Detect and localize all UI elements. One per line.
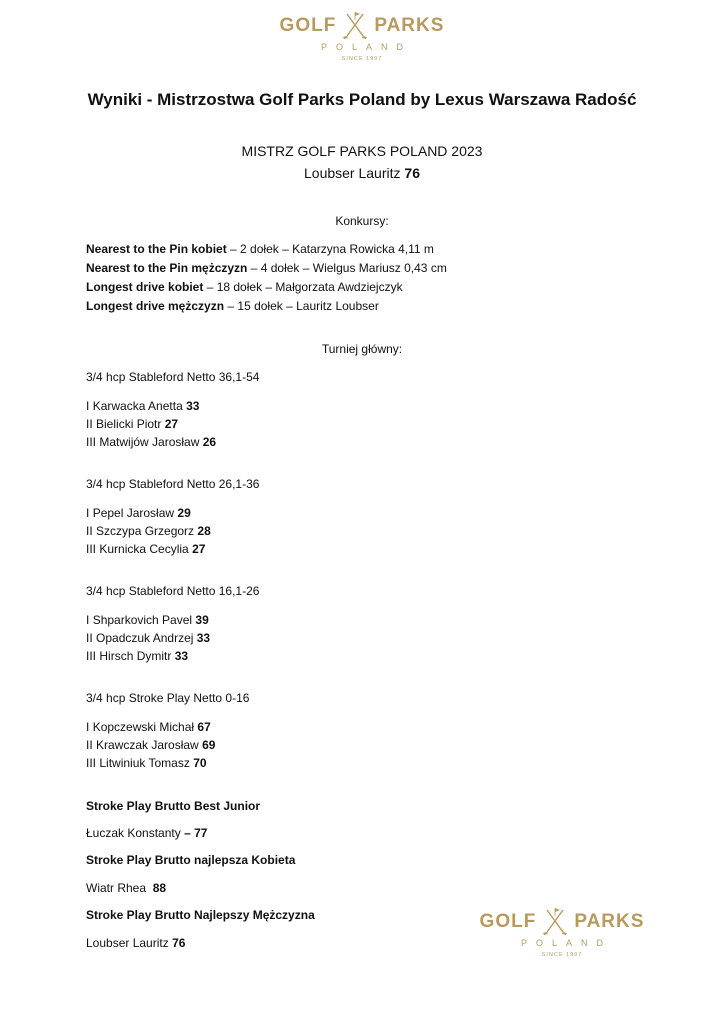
player-name: Bielicki Piotr [96, 417, 162, 431]
category-title: 3/4 hcp Stableford Netto 16,1-26 [86, 584, 260, 598]
champion-name: Loubser Lauritz [304, 165, 401, 181]
score: 27 [164, 417, 179, 431]
place: I [86, 613, 90, 627]
category-block [86, 477, 259, 558]
contest-detail: – 18 dołek – Małgorzata Awdziejczyk [203, 280, 403, 294]
score: 33 [174, 649, 189, 663]
player-name: Kurnicka Cecylia [99, 542, 189, 556]
contest-item [86, 259, 447, 278]
place: I [86, 720, 90, 734]
crossed-golf-clubs-icon [342, 12, 368, 40]
champion-heading: MISTRZ GOLF PARKS POLAND 2023 [241, 143, 483, 159]
result-row [86, 522, 259, 540]
contest-item [86, 297, 447, 316]
men-score: 76 [172, 936, 186, 950]
place: II [86, 417, 93, 431]
category-title: 3/4 hcp Stableford Netto 36,1-54 [86, 370, 260, 384]
score: 33 [186, 399, 200, 413]
contest-label: Longest drive kobiet [86, 280, 204, 294]
result-row [86, 611, 259, 629]
contest-detail: – 15 dołek – Lauritz Loubser [224, 299, 379, 313]
place: I [86, 506, 90, 520]
result-row [86, 718, 249, 736]
result-row [86, 629, 259, 647]
logo-since: SINCE 1997 [341, 56, 383, 62]
place: II [86, 738, 93, 752]
score: 27 [192, 542, 206, 556]
champion-block [0, 140, 724, 184]
score: 70 [193, 756, 207, 770]
contests-list [86, 240, 447, 316]
category-block [86, 370, 259, 451]
contest-label: Longest drive mężczyzn [86, 299, 225, 313]
golf-parks-logo-top [262, 12, 462, 62]
crossed-golf-clubs-icon [542, 908, 568, 936]
place: I [86, 399, 90, 413]
women-score: 88 [152, 881, 167, 895]
place: III [86, 435, 97, 449]
junior-title: Stroke Play Brutto Best Junior [86, 799, 261, 813]
category-block [86, 691, 249, 772]
logo-right-word: PARKS [574, 911, 645, 932]
player-name: Karwacka Anetta [92, 399, 183, 413]
page-title: Wyniki - Mistrzostwa Golf Parks Poland by Lexus Warszawa Radość [87, 90, 637, 109]
logo-left-word: GOLF [279, 15, 337, 36]
place: III [86, 649, 97, 663]
score: 67 [197, 720, 211, 734]
junior-score: – 77 [184, 826, 208, 840]
result-row [86, 540, 259, 558]
golf-parks-logo-bottom [462, 908, 662, 958]
logo-country: POLAND [520, 938, 612, 948]
junior-name: Łuczak Konstanty [86, 826, 181, 840]
contest-label: Nearest to the Pin mężczyzn [86, 261, 248, 275]
contests-heading: Konkursy: [335, 214, 389, 228]
women-result [86, 881, 166, 895]
contest-item [86, 278, 447, 297]
result-row [86, 736, 249, 754]
category-title: 3/4 hcp Stableford Netto 26,1-36 [86, 477, 260, 491]
main-tournament-heading: Turniej główny: [321, 342, 403, 356]
player-name: Matwijów Jarosław [99, 435, 200, 449]
place: III [86, 756, 97, 770]
result-row [86, 433, 259, 451]
logo-right-word: PARKS [374, 15, 445, 36]
player-name: Krawczak Jarosław [96, 738, 199, 752]
category-block [86, 584, 259, 665]
result-row [86, 754, 249, 772]
result-row [86, 647, 259, 665]
category-title: 3/4 hcp Stroke Play Netto 0-16 [86, 691, 250, 705]
score: 29 [177, 506, 191, 520]
men-title: Stroke Play Brutto Najlepszy Mężczyzna [86, 908, 315, 922]
player-name: Pepel Jarosław [92, 506, 175, 520]
men-result [86, 936, 185, 950]
contest-detail: – 4 dołek – Wielgus Mariusz 0,43 cm [247, 261, 447, 275]
contest-item [86, 240, 447, 259]
contest-label: Nearest to the Pin kobiet [86, 242, 227, 256]
player-name: Kopczewski Michał [92, 720, 195, 734]
score: 69 [202, 738, 216, 752]
place: II [86, 631, 93, 645]
women-name: Wiatr Rhea [86, 881, 147, 895]
player-name: Hirsch Dymitr [99, 649, 172, 663]
result-row [86, 415, 259, 433]
men-name: Loubser Lauritz [86, 936, 169, 950]
score: 33 [196, 631, 211, 645]
logo-country: POLAND [320, 42, 412, 52]
player-name: Szczypa Grzegorz [96, 524, 195, 538]
result-row [86, 397, 259, 415]
women-title: Stroke Play Brutto najlepsza Kobieta [86, 853, 296, 867]
logo-since: SINCE 1997 [541, 952, 583, 958]
logo-left-word: GOLF [479, 911, 537, 932]
score: 28 [197, 524, 211, 538]
score: 26 [202, 435, 217, 449]
champion-line [0, 162, 724, 184]
place: III [86, 542, 97, 556]
place: II [86, 524, 93, 538]
junior-result [86, 826, 207, 840]
player-name: Shparkovich Pavel [92, 613, 193, 627]
contest-detail: – 2 dołek – Katarzyna Rowicka 4,11 m [226, 242, 434, 256]
player-name: Opadczuk Andrzej [96, 631, 194, 645]
result-row [86, 504, 259, 522]
player-name: Litwiniuk Tomasz [99, 756, 190, 770]
score: 39 [195, 613, 209, 627]
champion-score: 76 [404, 165, 420, 181]
